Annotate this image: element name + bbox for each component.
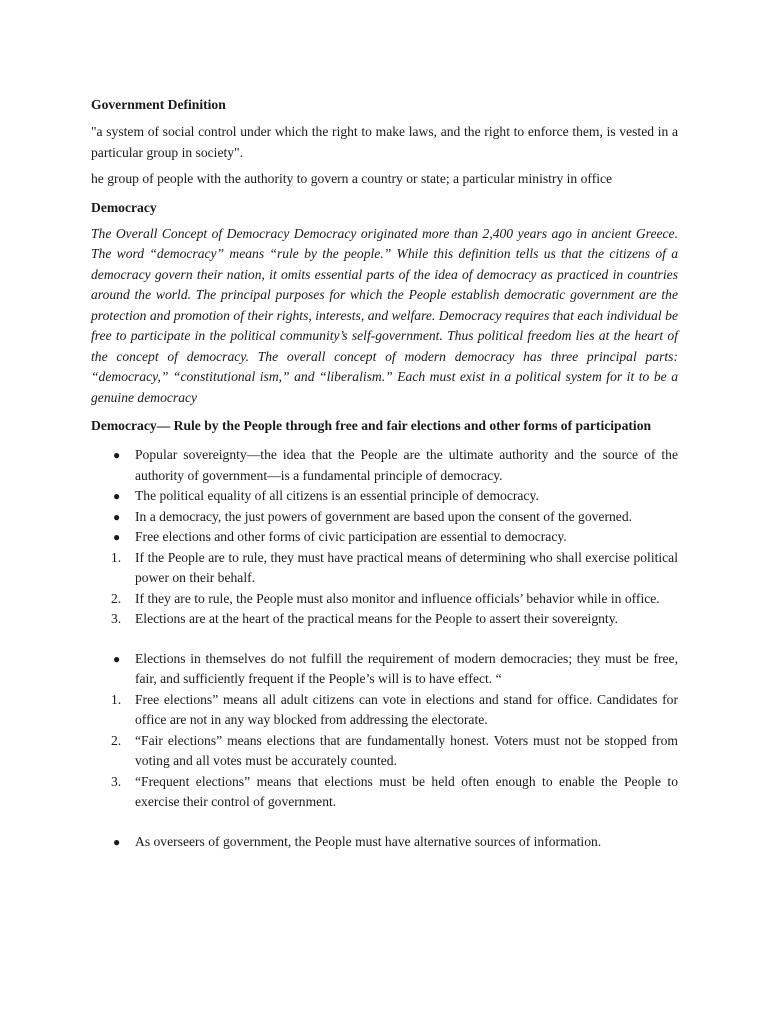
list-number: 1. — [111, 691, 122, 707]
bullet-icon: ● — [113, 448, 121, 462]
list-item — [91, 445, 678, 486]
list-item-text: Elections are at the heart of the practical means for the People to assert their sovereignty. — [135, 611, 619, 626]
election-types-numbered-list — [91, 690, 678, 813]
principles-bullet-list — [91, 445, 678, 548]
list-item-text: The political equality of all citizens is an essential principle of democracy. — [135, 488, 539, 503]
list-item-text: “Frequent elections” means that elections must be held often enough to enable the People to exercise their control of government. — [135, 773, 678, 809]
bullet-icon: ● — [113, 509, 121, 524]
bullet-icon: ● — [113, 834, 121, 849]
information-sources-bullet-list — [91, 832, 678, 853]
list-item-text: Popular sovereignty—the idea that the People are the ultimate authority and the source of the authority of government—is a fundamental principle of democracy. — [135, 447, 678, 483]
list-item — [91, 527, 678, 548]
government-definition-paragraph: he group of people with the authority to govern a country or state; a particular ministry in office — [91, 171, 613, 186]
list-item — [91, 507, 678, 528]
elections-requirement-bullet-list — [91, 649, 678, 690]
list-item-text: “Fair elections” means elections that are fundamentally honest. Voters must not be stopped from voting and all votes must be accurately counted. — [135, 732, 678, 768]
government-definition-heading: Government Definition — [91, 97, 226, 112]
list-number: 2. — [111, 732, 122, 748]
list-item-text: If the People are to rule, they must have practical means of determining who shall exercise political power on their behalf. — [135, 549, 678, 585]
bullet-icon: ● — [113, 651, 121, 666]
elections-numbered-list — [91, 548, 678, 630]
list-number: 2. — [111, 590, 122, 606]
list-number: 3. — [111, 611, 122, 626]
list-item-text: Free elections” means all adult citizens can vote in elections and stand for office. Candidates for office are not in any way blocked from addressing the electorate. — [135, 691, 678, 727]
list-number: 1. — [111, 549, 122, 565]
democracy-paragraph: The Overall Concept of Democracy Democracy originated more than 2,400 years ago in ancient Greece. The word “democracy” means “rule by the people.” While this definition tells us that the citizens of a democracy govern their nation, it omits essential parts of the idea of democracy as practiced in countries around the world. The principal purposes for which the People establish democratic government are the protection and promotion of their rights, interests, and welfare. Democracy requires that each individual be free to participate in the political community’s self-government. Thus political freedom lies at the heart of the concept of democracy. The overall concept of modern democracy has three principal parts: “democracy,” “constitutional ism,” and “liberalism.” Each must exist in a political system for it to be a genuine democracy — [91, 225, 678, 405]
list-item — [91, 772, 678, 813]
list-item — [91, 649, 678, 690]
list-item — [91, 609, 678, 630]
list-item-text: In a democracy, the just powers of government are based upon the consent of the governed. — [135, 508, 633, 524]
list-item — [91, 589, 678, 610]
list-item — [91, 832, 678, 853]
list-item — [91, 690, 678, 731]
democracy-heading: Democracy — [91, 199, 157, 215]
bullet-icon: ● — [113, 530, 121, 544]
list-item-text: If they are to rule, the People must also monitor and influence officials’ behavior while in office. — [135, 590, 660, 606]
list-item-text: As overseers of government, the People must have alternative sources of information. — [135, 833, 602, 849]
document-page — [91, 95, 678, 852]
list-item — [91, 486, 678, 507]
rule-by-people-heading: Democracy— Rule by the People through free and fair elections and other forms of participation — [91, 418, 652, 433]
list-item — [91, 731, 678, 772]
bullet-icon: ● — [113, 489, 121, 503]
list-number: 3. — [111, 773, 122, 789]
list-item-text: Elections in themselves do not fulfill the requirement of modern democracies; they must be free, fair, and sufficiently frequent if the People’s will is to have effect. “ — [135, 650, 678, 686]
list-item — [91, 548, 678, 589]
government-quote-paragraph: "a system of social control under which the right to make laws, and the right to enforce them, is vested in a particular group in society". — [91, 124, 678, 160]
list-item-text: Free elections and other forms of civic participation are essential to democracy. — [135, 529, 567, 544]
